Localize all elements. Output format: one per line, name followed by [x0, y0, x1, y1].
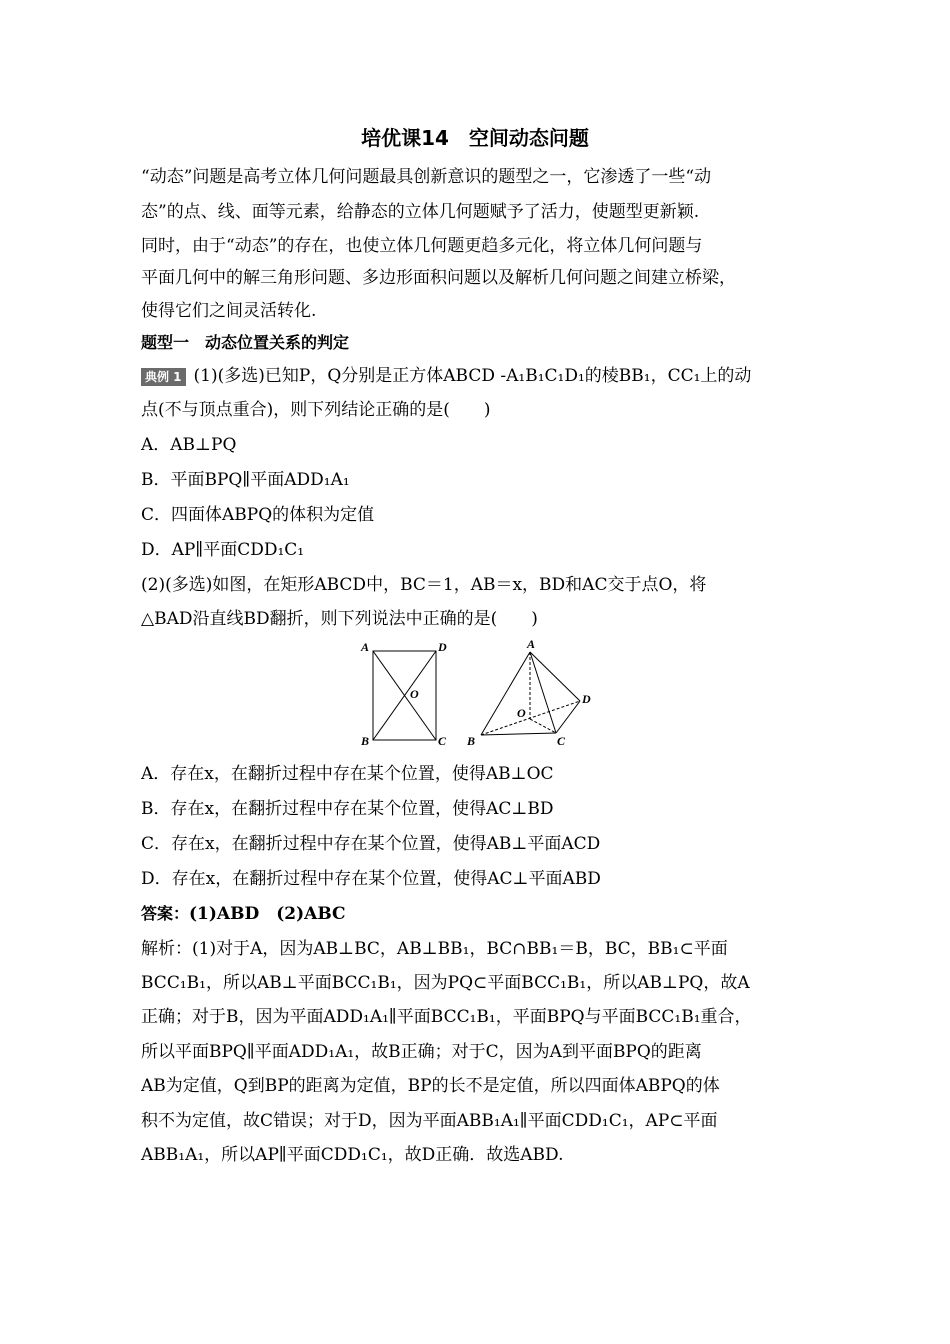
figure-label: O	[410, 687, 419, 701]
rectangle-diagram	[373, 651, 436, 740]
question-2-option-a: A．存在x，在翻折过程中存在某个位置，使得AB⊥OC	[141, 764, 554, 784]
question-1-stem-line2: 点(不与顶点重合)，则下列结论正确的是( )	[141, 400, 491, 420]
analysis-line: AB为定值，Q到BP的距离为定值，BP的长不是定值，所以四面体ABPQ的体	[141, 1076, 720, 1096]
answer-label: 答案：	[141, 904, 190, 923]
folded-tetrahedron-diagram	[481, 652, 580, 735]
question-1-option-d: D．AP∥平面CDD₁C₁	[141, 540, 305, 560]
question-2-option-d: D．存在x，在翻折过程中存在某个位置，使得AC⊥平面ABD	[141, 869, 601, 889]
intro-line: 态”的点、线、面等元素，给静态的立体几何题赋予了活力，使题型更新颖.	[141, 202, 700, 222]
section-heading: 题型一 动态位置关系的判定	[141, 333, 350, 352]
question-2-option-c: C．存在x，在翻折过程中存在某个位置，使得AB⊥平面ACD	[141, 834, 601, 854]
figure-label: B	[361, 734, 370, 748]
answer-value: (1)ABD (2)ABC	[189, 904, 346, 924]
intro-line: 平面几何中的解三角形问题、多边形面积问题以及解析几何问题之间建立桥梁，	[141, 268, 736, 288]
figure-label: D	[438, 640, 447, 654]
question-2-option-b: B．存在x，在翻折过程中存在某个位置，使得AC⊥BD	[141, 799, 554, 819]
answer-line	[141, 903, 346, 925]
figure-label: D	[582, 692, 591, 706]
question-1-option-a: A．AB⊥PQ	[141, 435, 237, 455]
analysis-line: 正确；对于B，因为平面ADD₁A₁∥平面BCC₁B₁，平面BPQ与平面BCC₁B₁重合，	[141, 1007, 752, 1027]
figure-label: B	[467, 734, 476, 748]
question-1-option-c: C．四面体ABPQ的体积为定值	[141, 505, 375, 525]
question-1-option-b: B．平面BPQ∥平面ADD₁A₁	[141, 470, 350, 490]
analysis-line: 解析：(1)对于A，因为AB⊥BC，AB⊥BB₁，BC∩BB₁＝B，BC，BB₁⊂平面	[141, 939, 728, 959]
analysis-line: ABB₁A₁，所以AP∥平面CDD₁C₁，故D正确．故选ABD.	[141, 1145, 564, 1165]
question-2-stem-line1: (2)(多选)如图，在矩形ABCD中，BC＝1，AB＝x，BD和AC交于点O，将	[141, 575, 707, 595]
figure-label: O	[517, 706, 526, 720]
question-2-stem-line2: △BAD沿直线BD翻折，则下列说法中正确的是( )	[141, 609, 538, 629]
figure-label: C	[438, 734, 447, 748]
intro-line: 使得它们之间灵活转化.	[141, 301, 317, 321]
example-badge: 典例 1	[141, 368, 186, 386]
figure-label: A	[361, 640, 370, 654]
analysis-line: BCC₁B₁，所以AB⊥平面BCC₁B₁，因为PQ⊂平面BCC₁B₁，所以AB⊥PQ，故A	[141, 973, 750, 993]
analysis-line: 所以平面BPQ∥平面ADD₁A₁，故B正确；对于C，因为A到平面BPQ的距离	[141, 1042, 702, 1062]
figure-label: C	[557, 734, 566, 748]
page-title: 培优课14 空间动态问题	[361, 126, 589, 150]
intro-line: 同时，由于“动态”的存在，也使立体几何题更趋多元化，将立体几何问题与	[141, 236, 703, 256]
question-1-stem-line1: (1)(多选)已知P，Q分别是正方体ABCD -A₁B₁C₁D₁的棱BB₁，CC₁上的动	[193, 366, 752, 386]
intro-line: “动态”问题是高考立体几何问题最具创新意识的题型之一，它渗透了一些“动	[141, 167, 712, 187]
analysis-line: 积不为定值，故C错误；对于D，因为平面ABB₁A₁∥平面CDD₁C₁，AP⊂平面	[141, 1111, 718, 1131]
question-1-stem	[141, 365, 751, 387]
figure-label: A	[527, 637, 536, 651]
rectangle-fold-figure	[353, 637, 603, 752]
